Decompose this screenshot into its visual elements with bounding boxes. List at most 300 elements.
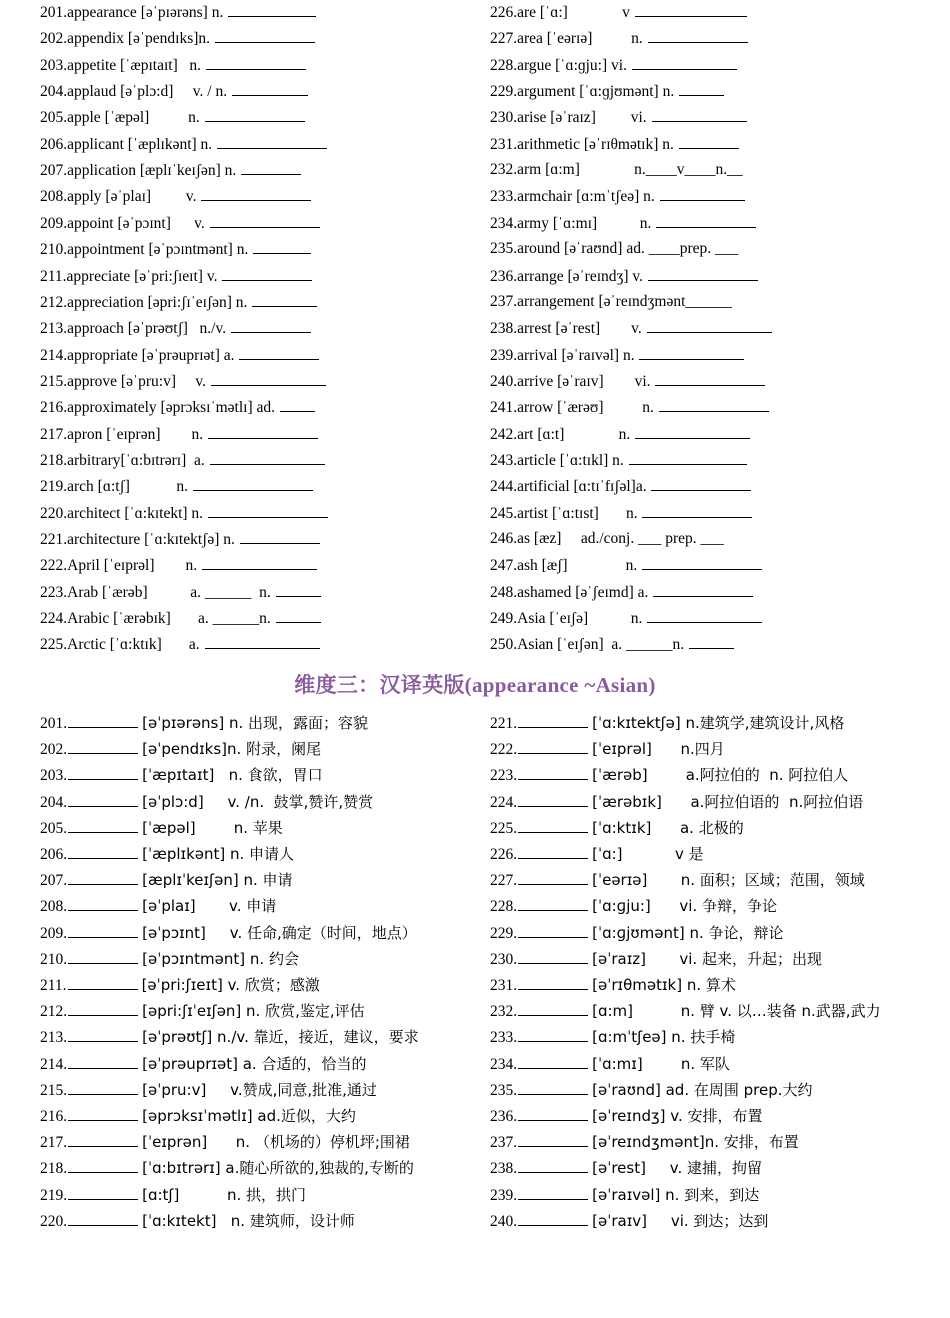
definition-text: [əˈpri:ʃɪeɪt] v. 欣赏；感激 [141,976,320,994]
definition-text: [əˈraʊnd] ad. 在周围 prep.大约 [592,1080,813,1099]
translation-row [40,923,417,943]
vocab-text: 216.approximately [əprɔksɪˈmətlɪ] ad. [40,399,279,417]
answer-blank[interactable] [655,371,765,386]
definition-text: [ˈeərɪə] n. 面积；区域；范围，领域 [592,871,865,890]
answer-blank[interactable] [648,266,758,281]
item-number: 217. [40,1134,68,1152]
vocab-row [40,213,321,233]
vocab-text: 234.army [ˈɑ:mɪ] n. [490,214,656,232]
translation-row [40,1211,355,1231]
vocab-row [40,608,322,628]
vocab-text: 221.architecture [ˈɑ:kɪtektʃə] n. [40,531,239,548]
answer-blank[interactable] [629,450,747,465]
translation-row [40,818,283,838]
answer-blank[interactable] [659,397,769,412]
translation-row [490,713,844,733]
answer-blank[interactable] [518,1106,588,1121]
vocab-row [490,634,735,654]
translation-row [490,1185,759,1205]
vocab-row [40,81,309,101]
answer-blank[interactable] [68,1211,138,1226]
answer-blank[interactable] [232,81,308,96]
answer-blank[interactable] [653,582,753,597]
translation-row [40,1054,366,1074]
answer-blank[interactable] [68,1054,138,1069]
vocab-row [490,266,759,286]
answer-blank[interactable] [68,1027,138,1042]
item-number: 203. [40,767,68,785]
translation-row [490,1211,768,1231]
item-number: 226. [490,846,518,863]
answer-blank[interactable] [647,608,762,623]
answer-blank[interactable] [518,923,588,938]
definition-text: [ˈeɪprən] n. （机场的）停机坪;围裙 [142,1133,410,1152]
definition-text: [əˈprəʊtʃ] n./v. 靠近，接近，建议，要求 [142,1028,419,1047]
vocab-text: 205.apple [ˈæpəl] n. [40,109,204,127]
translation-row [40,765,323,785]
item-number: 238. [490,1160,518,1178]
vocab-text: 239.arrival [əˈraɪvəl] n. [490,346,639,364]
item-number: 212. [40,1003,68,1021]
answer-blank[interactable] [208,503,328,518]
answer-blank[interactable] [518,1185,588,1200]
answer-blank[interactable] [635,424,750,439]
answer-blank[interactable] [210,213,320,228]
vocab-row [490,397,770,417]
answer-blank[interactable] [68,1132,138,1147]
definition-text: [ˈæplɪkənt] n. 申请人 [142,845,295,863]
answer-blank[interactable] [68,818,138,833]
translation-row [490,1106,763,1126]
vocab-text: 217.apron [ˈeɪprən] n. [40,425,208,443]
answer-blank[interactable] [518,1001,588,1016]
vocab-row [490,424,751,444]
vocab-row [490,160,743,180]
answer-blank[interactable] [656,213,756,228]
vocab-row [40,450,326,470]
translation-row [490,923,784,943]
vocab-row [40,2,317,22]
answer-blank[interactable] [68,1106,138,1121]
item-number: 206. [40,846,68,863]
translation-row [490,844,704,864]
vocab-row [40,634,321,654]
answer-blank[interactable] [689,634,734,649]
translation-row [40,870,292,890]
vocab-row [490,186,746,206]
item-number: 234. [490,1055,518,1073]
vocab-text: 243.article [ˈɑ:tɪkl] n. [490,451,628,469]
item-number: 237. [490,1134,518,1152]
answer-blank[interactable] [68,739,138,754]
item-number: 236. [490,1108,518,1125]
vocab-row [490,529,724,549]
answer-blank[interactable] [639,345,744,360]
answer-blank[interactable] [679,134,739,149]
vocab-row [40,371,327,391]
vocab-text: 204.applaud [əˈplɔ:d] v. / n. [40,83,231,101]
answer-blank[interactable] [518,818,588,833]
vocab-row [490,345,745,365]
vocab-row [40,529,321,549]
vocab-text: 248.ashamed [əˈʃeɪmd] a. [490,583,653,601]
answer-blank[interactable] [518,765,588,780]
vocab-row [40,503,329,523]
vocab-text: 213.approach [əˈprəʊtʃ] n./v. [40,320,230,338]
item-number: 240. [490,1212,518,1230]
item-number: 221. [490,715,518,732]
answer-blank[interactable] [68,870,138,885]
vocab-text: 233.armchair [ɑ:mˈtʃeə] n. [490,188,659,206]
definition-text: [ˈærəbɪk] a.阿拉伯语的 n.阿拉伯语 [592,792,864,811]
answer-blank[interactable] [518,713,588,728]
answer-blank[interactable] [253,239,311,254]
vocab-row [40,424,319,444]
vocab-text: 229.argument [ˈɑ:ɡjʊmənt] n. [490,83,679,101]
item-number: 208. [40,898,68,916]
definition-text: [ˈeɪprəl] n.四月 [592,740,725,759]
definition-text: [ɑ:m] n. 臂 v. 以…装备 n.武器,武力 [592,1002,881,1021]
vocab-row [490,55,738,75]
answer-blank[interactable] [211,371,326,386]
translation-row [490,1158,762,1178]
vocab-row [40,582,322,602]
answer-blank[interactable] [202,555,317,570]
vocab-text: 215.approve [əˈpru:v] v. [40,372,210,390]
vocab-text: 232.arm [ɑ:m] n.____v____n.__ [490,161,743,179]
vocab-text: 201.appearance [əˈpɪərəns] n. [40,4,228,21]
definition-text: [əˈpru:v] v.赞成,同意,批准,通过 [142,1080,377,1099]
vocab-row [40,266,313,286]
answer-blank[interactable] [241,160,301,175]
definition-text: [əˈraɪz] vi. 起来，升起；出现 [592,949,822,968]
vocab-row [40,345,320,365]
definition-text: [ˈɑ:bɪtrərɪ] a.随心所欲的,独裁的,专断的 [142,1159,414,1178]
definition-text: [ˈɑ:kɪtekt] n. 建筑师，设计师 [142,1211,355,1230]
item-number: 220. [40,1212,68,1230]
vocab-row [40,397,316,417]
item-number: 204. [40,793,68,811]
answer-blank[interactable] [215,28,315,43]
vocab-text: 227.area [ˈeərɪə] n. [490,30,647,48]
vocab-text: 211.appreciate [əˈpri:ʃɪeɪt] v. [40,267,222,285]
vocab-text: 236.arrange [əˈreɪndʒ] v. [490,267,647,285]
vocab-text: 223.Arab [ˈærəb] a. ______ n. [40,583,275,601]
translation-row [40,896,276,916]
vocab-text: 235.around [əˈraʊnd] ad. ____prep. ___ [490,240,739,258]
translation-row [490,975,736,995]
item-number: 207. [40,872,68,890]
item-number: 218. [40,1160,68,1178]
answer-blank[interactable] [276,608,321,623]
vocab-text: 228.argue [ˈɑ:ɡju:] vi. [490,56,631,74]
vocab-text: 240.arrive [əˈraɪv] vi. [490,372,655,390]
vocab-row [40,107,306,127]
answer-blank[interactable] [252,292,317,307]
definition-text: [əˈprəuprɪət] a. 合适的，恰当的 [142,1054,367,1073]
vocab-text: 207.application [æplɪˈkeɪʃən] n. [40,162,241,180]
answer-blank[interactable] [205,634,320,649]
vocab-row [490,555,763,575]
item-number: 209. [40,924,68,942]
vocab-text: 210.appointment [əˈpɔɪntmənt] n. [40,241,253,259]
definition-text: [ˈæpɪtaɪt] n. 食欲，胃口 [142,766,323,785]
vocab-row [490,213,757,233]
item-number: 219. [40,1186,68,1204]
translation-row [40,792,373,812]
answer-blank[interactable] [240,529,320,544]
item-number: 231. [490,977,518,994]
vocab-row [40,55,307,75]
vocab-text: 214.appropriate [əˈprəuprɪət] a. [40,346,239,364]
answer-blank[interactable] [68,765,138,780]
definition-text: [əˈpendɪks]n. 附录，阑尾 [142,740,322,759]
answer-blank[interactable] [518,739,588,754]
answer-blank[interactable] [210,450,325,465]
answer-blank[interactable] [679,81,724,96]
vocab-row [40,28,316,48]
vocab-text: 220.architect [ˈɑ:kɪtekt] n. [40,504,207,522]
answer-blank[interactable] [222,266,312,281]
definition-text: [ˈɑ:ɡju:] vi. 争辩，争论 [592,897,777,916]
answer-blank[interactable] [68,949,138,964]
definition-text: [əpri:ʃɪˈeɪʃən] n. 欣赏,鉴定,评估 [142,1002,365,1021]
vocab-row [40,476,314,496]
translation-row [490,792,863,812]
vocab-row [490,318,773,338]
answer-blank[interactable] [632,55,737,70]
vocab-text: 208.apply [əˈplaɪ] v. [40,188,201,206]
answer-blank[interactable] [276,582,321,597]
vocab-text: 212.appreciation [əpri:ʃɪˈeɪʃən] n. [40,293,252,311]
answer-blank[interactable] [518,1211,588,1226]
answer-blank[interactable] [518,870,588,885]
vocab-text: 224.Arabic [ˈærəbɪk] a. ______n. [40,610,275,628]
translation-row [40,1001,365,1021]
vocab-row [490,292,732,312]
translation-row [490,1132,799,1152]
answer-blank[interactable] [518,792,588,807]
vocab-row [490,239,738,259]
answer-blank[interactable] [518,1027,588,1042]
vocab-row [40,292,318,312]
answer-blank[interactable] [651,476,751,491]
translation-row [40,1080,377,1100]
vocab-row [490,582,754,602]
vocab-row [490,2,748,22]
answer-blank[interactable] [205,107,305,122]
vocab-row [490,28,749,48]
answer-blank[interactable] [68,713,138,728]
section-heading: 维度三：汉译英版(appearance ~Asian) [294,673,656,697]
item-number: 233. [490,1029,518,1047]
item-number: 222. [490,741,518,759]
answer-blank[interactable] [239,345,319,360]
answer-blank[interactable] [652,107,747,122]
vocab-text: 222.April [ˈeɪprəl] n. [40,557,201,575]
vocab-row [490,476,752,496]
item-number: 224. [490,793,518,811]
translation-row [490,1080,813,1100]
translation-row [40,1158,414,1178]
answer-blank[interactable] [217,134,327,149]
item-number: 216. [40,1108,68,1125]
vocab-text: 218.arbitrary[ˈɑ:bɪtrərɪ] a. [40,451,209,469]
vocab-text: 202.appendix [əˈpendɪks]n. [40,30,214,48]
translation-row [40,713,368,733]
vocab-row [40,134,328,154]
answer-blank[interactable] [68,923,138,938]
answer-blank[interactable] [642,503,752,518]
definition-text: [ˈɑ:kɪtektʃə] n.建筑学,建筑设计,风格 [592,714,845,732]
translation-row [490,896,777,916]
answer-blank[interactable] [518,896,588,911]
answer-blank[interactable] [518,1132,588,1147]
definition-text: [əˈpɪərəns] n. 出现，露面；容貌 [142,714,369,732]
translation-row [490,1054,730,1074]
answer-blank[interactable] [68,975,138,990]
item-number: 235. [490,1081,518,1099]
definition-text: [ˈɑ:] v 是 [592,845,704,863]
vocab-row [40,186,312,206]
translation-row [490,765,848,785]
answer-blank[interactable] [68,792,138,807]
vocab-text: 237.arrangement [əˈreɪndʒmənt______ [490,292,732,310]
item-number: 230. [490,950,518,968]
definition-text: [əˈrɪθmətɪk] n. 算术 [592,976,736,994]
item-number: 223. [490,767,518,785]
translation-row [40,949,299,969]
definition-text: [əˈraɪvəl] n. 到来，到达 [592,1185,760,1204]
translation-row [40,844,294,864]
item-number: 213. [40,1029,68,1047]
definition-text: [əˈrest] v. 逮捕，拘留 [592,1159,763,1178]
vocab-text: 230.arise [əˈraɪz] vi. [490,109,651,127]
vocab-row [490,450,748,470]
answer-blank[interactable] [660,186,745,201]
vocab-text: 219.arch [ɑ:tʃ] n. [40,478,192,496]
answer-blank[interactable] [193,476,313,491]
answer-blank[interactable] [635,2,747,17]
answer-blank[interactable] [518,844,588,859]
answer-blank[interactable] [648,28,748,43]
vocab-text: 245.artist [ˈɑ:tɪst] n. [490,504,642,522]
answer-blank[interactable] [68,844,138,859]
item-number: 232. [490,1003,518,1021]
translation-row [40,1185,306,1205]
answer-blank[interactable] [208,424,318,439]
answer-blank[interactable] [68,1001,138,1016]
vocab-text: 238.arrest [əˈrest] v. [490,320,646,338]
answer-blank[interactable] [280,397,315,412]
vocab-text: 209.appoint [əˈpɔɪnt] v. [40,214,209,232]
translation-row [40,1106,356,1126]
translation-row [490,1001,881,1021]
answer-blank[interactable] [68,896,138,911]
definition-text: [əˈreɪndʒmənt]n. 安排，布置 [592,1133,799,1152]
item-number: 227. [490,872,518,890]
answer-blank[interactable] [518,1080,588,1095]
answer-blank[interactable] [206,55,306,70]
definition-text: [ˈɑ:ɡjʊmənt] n. 争论，辩论 [592,923,784,942]
item-number: 215. [40,1081,68,1099]
vocab-text: 250.Asian [ˈeɪʃən] a. ______n. [490,636,689,654]
answer-blank[interactable] [231,318,311,333]
vocab-text: 231.arithmetic [əˈrɪθmətɪk] n. [490,135,678,153]
definition-text: [əˈreɪndʒ] v. 安排，布置 [592,1107,763,1125]
translation-row [40,975,320,995]
vocab-row [490,107,748,127]
vocab-text: 246.as [æz] ad./conj. ___ prep. ___ [490,530,724,547]
translation-row [490,1027,735,1047]
answer-blank[interactable] [228,2,316,17]
vocab-text: 247.ash [æʃ] n. [490,557,642,575]
definition-text: [əprɔksɪˈmətlɪ] ad.近似，大约 [142,1107,356,1125]
answer-blank[interactable] [68,1185,138,1200]
translation-row [40,739,321,759]
translation-row [490,818,744,838]
vocab-row [40,318,312,338]
definition-text: [ɑ:tʃ] n. 拱，拱门 [142,1185,307,1204]
translation-row [40,1132,410,1152]
definition-text: [əˈplɔ:d] v. /n. 鼓掌,赞许,赞赏 [142,792,374,811]
vocab-row [490,371,766,391]
vocab-text: 241.arrow [ˈærəʊ] n. [490,399,658,417]
answer-blank[interactable] [647,318,772,333]
answer-blank[interactable] [68,1158,138,1173]
answer-blank[interactable] [68,1080,138,1095]
definition-text: [æplɪˈkeɪʃən] n. 申请 [142,871,293,890]
vocab-row [490,81,725,101]
translation-row [490,949,822,969]
definition-text: [ˈɑ:mɪ] n. 军队 [592,1054,730,1073]
item-number: 210. [40,950,68,968]
vocab-text: 206.applicant [ˈæplɪkənt] n. [40,135,217,153]
vocab-row [40,239,312,259]
answer-blank[interactable] [518,1158,588,1173]
translation-row [490,739,725,759]
item-number: 229. [490,924,518,942]
vocab-row [490,608,763,628]
item-number: 225. [490,819,518,837]
item-number: 214. [40,1055,68,1073]
definition-text: [ɑ:mˈtʃeə] n. 扶手椅 [592,1028,736,1047]
translation-row [490,870,865,890]
item-number: 201. [40,715,68,732]
vocab-text: 242.art [ɑ:t] n. [490,425,635,443]
item-number: 205. [40,819,68,837]
answer-blank[interactable] [518,1054,588,1069]
vocab-row [40,555,318,575]
definition-text: [ˈɑ:ktɪk] a. 北极的 [592,818,744,837]
definition-text: [əˈpɔɪntmənt] n. 约会 [142,949,299,968]
item-number: 211. [40,977,67,994]
item-number: 228. [490,898,518,916]
vocab-text: 203.appetite [ˈæpɪtaɪt] n. [40,56,205,74]
definition-text: [ˈæpəl] n. 苹果 [142,818,283,837]
definition-text: [əˈraɪv] vi. 到达；达到 [592,1211,769,1230]
answer-blank[interactable] [642,555,762,570]
answer-blank[interactable] [201,186,311,201]
answer-blank[interactable] [518,949,588,964]
definition-text: [əˈplaɪ] v. 申请 [142,897,277,916]
vocab-row [490,134,740,154]
answer-blank[interactable] [518,975,588,990]
vocab-row [490,503,753,523]
vocab-text: 244.artificial [ɑ:tɪˈfɪʃəl]a. [490,478,651,496]
vocab-text: 249.Asia [ˈeɪʃə] n. [490,610,647,628]
vocab-row [40,160,302,180]
